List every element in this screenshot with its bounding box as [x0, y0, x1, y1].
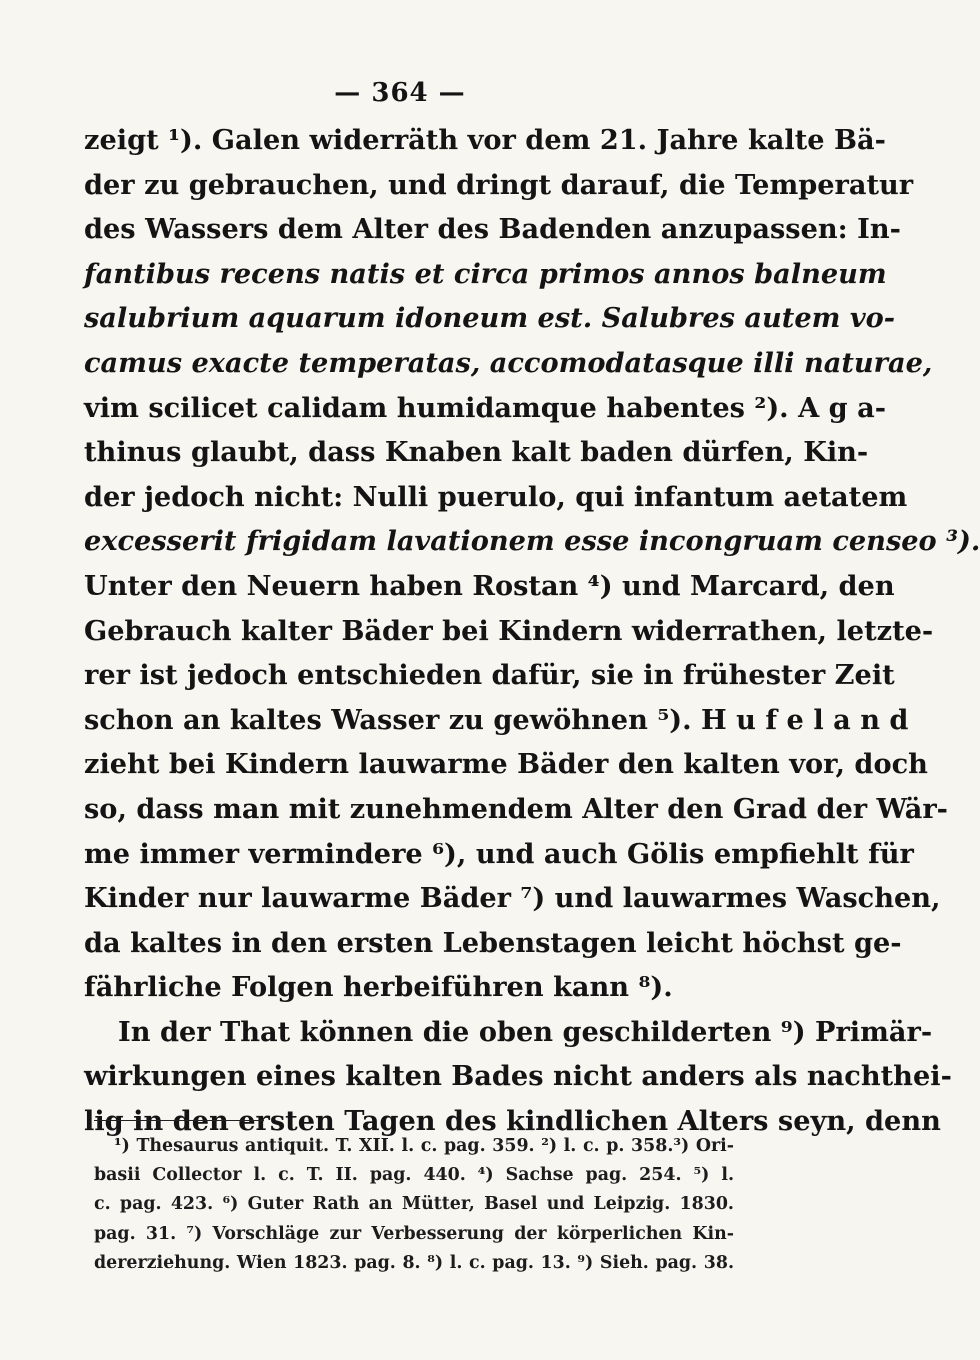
- text-line: lig in den ersten Tagen des kindlichen Alters seyn, denn: [84, 1105, 941, 1138]
- text-line: da kaltes in den ersten Lebenstagen leicht höchst ge-: [84, 926, 902, 959]
- text-line: salubrium aquarum idoneum est. Salubres autem vo-: [84, 302, 896, 335]
- text-line: schon an kaltes Wasser zu gewöhnen ⁵). H u f e l a n d: [84, 703, 909, 736]
- text-line: des Wassers dem Alter des Badenden anzupassen: In-: [84, 213, 901, 246]
- text-line: fantibus recens natis et circa primos annos balneum: [84, 257, 887, 290]
- footnote-line: pag. 31. ⁷) Vorschläge zur Verbesserung der körperlichen Kin-: [94, 1223, 734, 1244]
- text-line: In der That können die oben geschilderten ⁹) Primär-: [118, 1015, 933, 1048]
- main-text: [84, 118, 980, 1144]
- text-line: vim scilicet calidam humidamque habentes ²). A g a-: [84, 391, 887, 424]
- text-line: zieht bei Kindern lauwarme Bäder den kalten vor, doch: [84, 748, 928, 781]
- text-line: der jedoch nicht: Nulli puerulo, qui infantum aetatem: [84, 480, 908, 513]
- text-line: der zu gebrauchen, und dringt darauf, die Temperatur: [84, 168, 914, 201]
- text-line: thinus glaubt, dass Knaben kalt baden dürfen, Kin-: [84, 436, 869, 469]
- text-line: excesserit frigidam lavationem esse incongruam censeo ³).: [84, 525, 980, 558]
- text-line: me immer vermindere ⁶), und auch Gölis empfiehlt für: [84, 837, 914, 870]
- text-line: wirkungen eines kalten Bades nicht anders als nachthei-: [84, 1060, 952, 1093]
- text-line: Kinder nur lauwarme Bäder ⁷) und lauwarmes Waschen,: [84, 882, 941, 915]
- text-line: Unter den Neuern haben Rostan ⁴) und Marcard, den: [84, 569, 895, 602]
- footnote-line: c. pag. 423. ⁶) Guter Rath an Mütter, Basel und Leipzig. 1830.: [94, 1194, 734, 1215]
- footnote-line: dererziehung. Wien 1823. pag. 8. ⁸) l. c. pag. 13. ⁹) Sieh. pag. 38.: [94, 1252, 734, 1273]
- footnote-line: ¹) Thesaurus antiquit. T. XII. l. c. pag. 359. ²) l. c. p. 358.³) Ori-: [114, 1136, 734, 1156]
- text-line: fährliche Folgen herbeiführen kann ⁸).: [84, 971, 673, 1004]
- page-number: — 364 —: [334, 78, 466, 108]
- text-line: so, dass man mit zunehmendem Alter den Grad der Wär-: [84, 792, 948, 825]
- footnote-line: basii Collector l. c. T. II. pag. 440. ⁴) Sachse pag. 254. ⁵) l.: [94, 1165, 734, 1186]
- footnote-divider: [94, 1120, 264, 1121]
- text-line: camus exacte temperatas, accomodatasque illi naturae,: [84, 346, 933, 379]
- text-line: zeigt ¹). Galen widerräth vor dem 21. Jahre kalte Bä-: [84, 124, 886, 156]
- footnotes: [94, 1132, 734, 1278]
- text-line: Gebrauch kalter Bäder bei Kindern widerrathen, letzte-: [84, 614, 934, 647]
- text-line: rer ist jedoch entschieden dafür, sie in frühester Zeit: [84, 659, 895, 692]
